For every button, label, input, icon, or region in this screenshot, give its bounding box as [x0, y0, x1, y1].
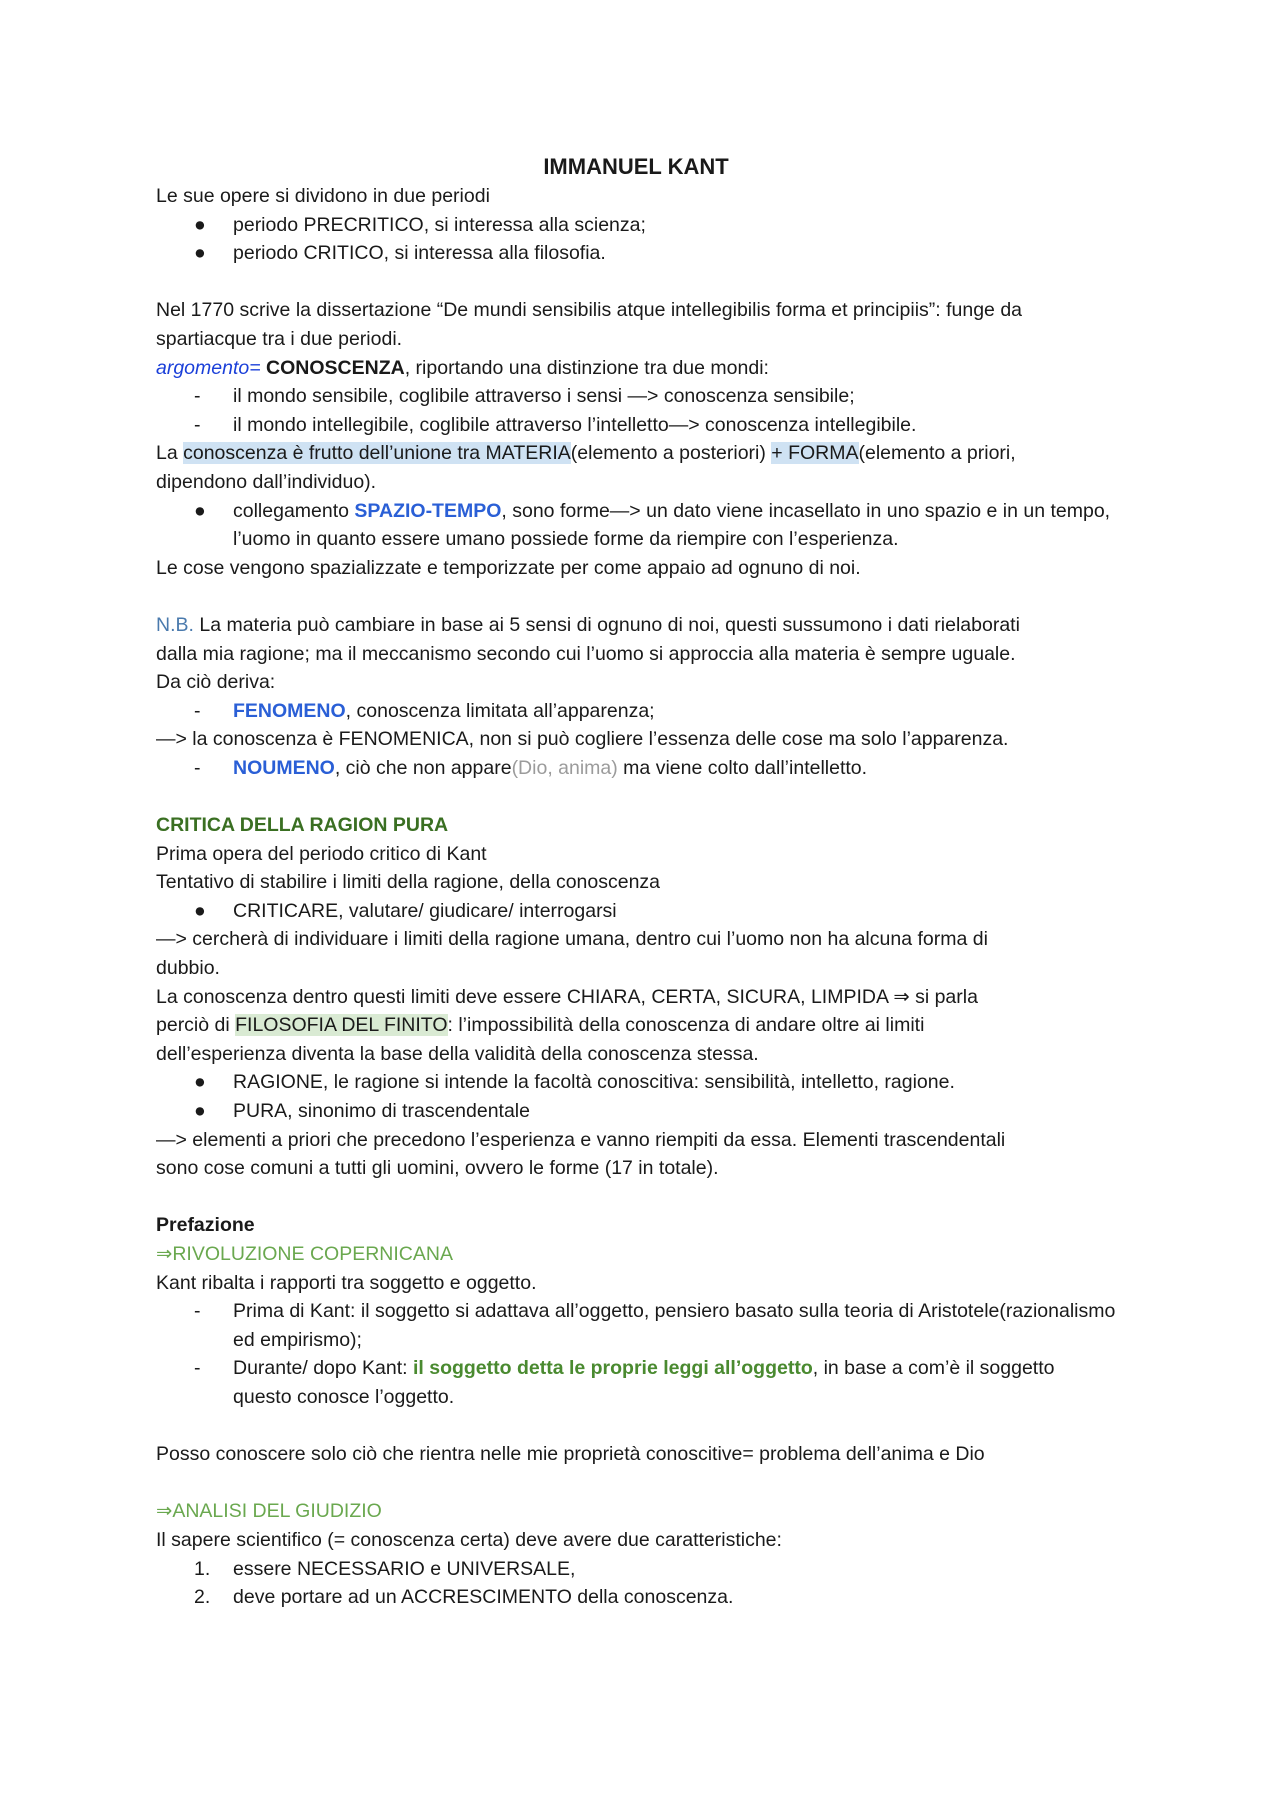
- nb-line: Da ciò deriva:: [156, 671, 276, 694]
- dash-icon: -: [194, 1300, 201, 1323]
- paragraph-line: Posso conoscere solo ciò che rientra nelle mie proprietà conoscitive= problema dell’anima e Dio: [156, 1443, 985, 1466]
- list-item: - NOUMENO, ciò che non appare(Dio, anima) ma viene colto dall’intelletto.: [156, 754, 1116, 783]
- dash-icon: -: [194, 699, 201, 722]
- bullet-icon: ●: [194, 242, 206, 265]
- paragraph-line: Tentativo di stabilire i limiti della ragione, della conoscenza: [156, 871, 661, 894]
- argument-line: argomento= CONOSCENZA, riportando una distinzione tra due mondi:: [156, 356, 769, 379]
- section-heading: CRITICA DELLA RAGION PURA: [156, 814, 449, 837]
- paragraph-line: Prima opera del periodo critico di Kant: [156, 842, 487, 865]
- list-item: - il mondo intellegibile, coglibile attraverso l’intelletto—> conoscenza intellegibile.: [156, 411, 1116, 440]
- highlight: FILOSOFIA DEL FINITO: [235, 1014, 448, 1037]
- argument-label: argomento=: [156, 356, 261, 379]
- paragraph-line: —> elementi a priori che precedono l’esperienza e vanno riempiti da essa. Elementi trascendentali: [156, 1128, 1006, 1151]
- document-body: [156, 152, 1116, 1612]
- spacetime-keyword: SPAZIO-TEMPO: [354, 499, 502, 522]
- dash-icon: -: [194, 756, 201, 779]
- list-item: ● CRITICARE, valutare/ giudicare/ interrogarsi: [156, 897, 1116, 926]
- bullet-icon: ●: [194, 1071, 206, 1094]
- noumeno-keyword: NOUMENO: [233, 756, 335, 779]
- list-item: - FENOMENO, conoscenza limitata all’apparenza;: [156, 697, 1116, 726]
- list-item: ● periodo CRITICO, si interessa alla filosofia.: [156, 239, 1116, 268]
- dash-icon: -: [194, 385, 201, 408]
- subsection-heading: ⇒ANALISI DEL GIUDIZIO: [156, 1500, 382, 1523]
- list-number: 1.: [194, 1557, 211, 1580]
- paragraph-line: La conoscenza dentro questi limiti deve essere CHIARA, CERTA, SICURA, LIMPIDA ⇒ si parla: [156, 985, 978, 1008]
- intro-line: Le sue opere si dividono in due periodi: [156, 185, 490, 207]
- paragraph-line: —> cercherà di individuare i limiti della ragione umana, dentro cui l’uomo non ha alcuna forma di: [156, 928, 988, 951]
- dissertation-line: spartiacque tra i due periodi.: [156, 327, 403, 350]
- knowledge-line: dipendono dall’individuo).: [156, 470, 377, 493]
- dissertation-line: Nel 1770 scrive la dissertazione “De mundi sensibilis atque intellegibilis forma et principiis”: funge da: [156, 299, 1023, 322]
- knowledge-line: La conoscenza è frutto dell’unione tra MATERIA(elemento a posteriori) + FORMA(elemento a priori,: [156, 442, 1016, 465]
- fenomeno-keyword: FENOMENO: [233, 699, 346, 722]
- list-item: - Prima di Kant: il soggetto si adattava all’oggetto, pensiero basato sulla teoria di Aristotele(razionalismo ed empirismo);: [156, 1297, 1116, 1354]
- nb-line: N.B. La materia può cambiare in base ai 5 sensi di ognuno di noi, questi sussumono i dati rielaborati: [156, 613, 1020, 636]
- paragraph-line: dell’esperienza diventa la base della validità della conoscenza stessa.: [156, 1042, 759, 1065]
- bullet-icon: ●: [194, 899, 206, 922]
- list-item: - Durante/ dopo Kant: il soggetto detta le proprie leggi all’oggetto, in base a com’è il soggetto questo conosce l’oggetto.: [156, 1354, 1116, 1411]
- list-item: 1. essere NECESSARIO e UNIVERSALE,: [156, 1555, 1116, 1584]
- emphasis: il soggetto detta le proprie leggi all’oggetto: [412, 1357, 813, 1380]
- list-item: - il mondo sensibile, coglibile attraverso i sensi —> conoscenza sensibile;: [156, 382, 1116, 411]
- subsection-heading: ⇒RIVOLUZIONE COPERNICANA: [156, 1242, 453, 1265]
- bullet-icon: ●: [194, 213, 206, 236]
- list-item: ● RAGIONE, le ragione si intende la facoltà conoscitiva: sensibilità, intelletto, ragione.: [156, 1068, 1116, 1097]
- dash-icon: -: [194, 1357, 201, 1380]
- nb-line: dalla mia ragione; ma il meccanismo secondo cui l’uomo si approccia alla materia è sempre uguale.: [156, 642, 1016, 665]
- list-item: ● collegamento SPAZIO-TEMPO, sono forme—> un dato viene incasellato in uno spazio e in un tempo, l’uomo in quanto essere umano possiede forme da riempire con l’esperienza.: [156, 497, 1116, 554]
- paragraph-line: perciò di FILOSOFIA DEL FINITO: l’impossibilità della conoscenza di andare oltre ai limiti: [156, 1014, 925, 1037]
- highlight: conoscenza è frutto dell’unione tra MATERIA: [183, 442, 571, 465]
- paragraph-line: dubbio.: [156, 957, 220, 980]
- paragraph-line: Il sapere scientifico (= conoscenza certa) deve avere due caratteristiche:: [156, 1528, 782, 1551]
- list-item: ● PURA, sinonimo di trascendentale: [156, 1097, 1116, 1126]
- highlight: + FORMA: [771, 442, 859, 465]
- page-title: IMMANUEL KANT: [543, 154, 729, 179]
- noumeno-aside: (Dio, anima): [511, 756, 618, 779]
- argument-keyword: CONOSCENZA: [260, 356, 405, 379]
- nb-label: N.B.: [156, 613, 194, 636]
- paragraph-line: Kant ribalta i rapporti tra soggetto e oggetto.: [156, 1271, 537, 1294]
- dash-icon: -: [194, 413, 201, 436]
- list-item: 2. deve portare ad un ACCRESCIMENTO della conoscenza.: [156, 1583, 1116, 1612]
- list-item: ● periodo PRECRITICO, si interessa alla scienza;: [156, 211, 1116, 240]
- list-number: 2.: [194, 1586, 211, 1609]
- paragraph-line: sono cose comuni a tutti gli uomini, ovvero le forme (17 in totale).: [156, 1157, 719, 1180]
- fenomenica-line: —> la conoscenza è FENOMENICA, non si può cogliere l’essenza delle cose ma solo l’apparenza.: [156, 728, 1009, 751]
- spatial-line: Le cose vengono spazializzate e temporizzate per come appaio ad ognuno di noi.: [156, 556, 861, 579]
- bullet-icon: ●: [194, 1100, 206, 1122]
- section-heading: Prefazione: [156, 1214, 255, 1237]
- bullet-icon: ●: [194, 499, 206, 522]
